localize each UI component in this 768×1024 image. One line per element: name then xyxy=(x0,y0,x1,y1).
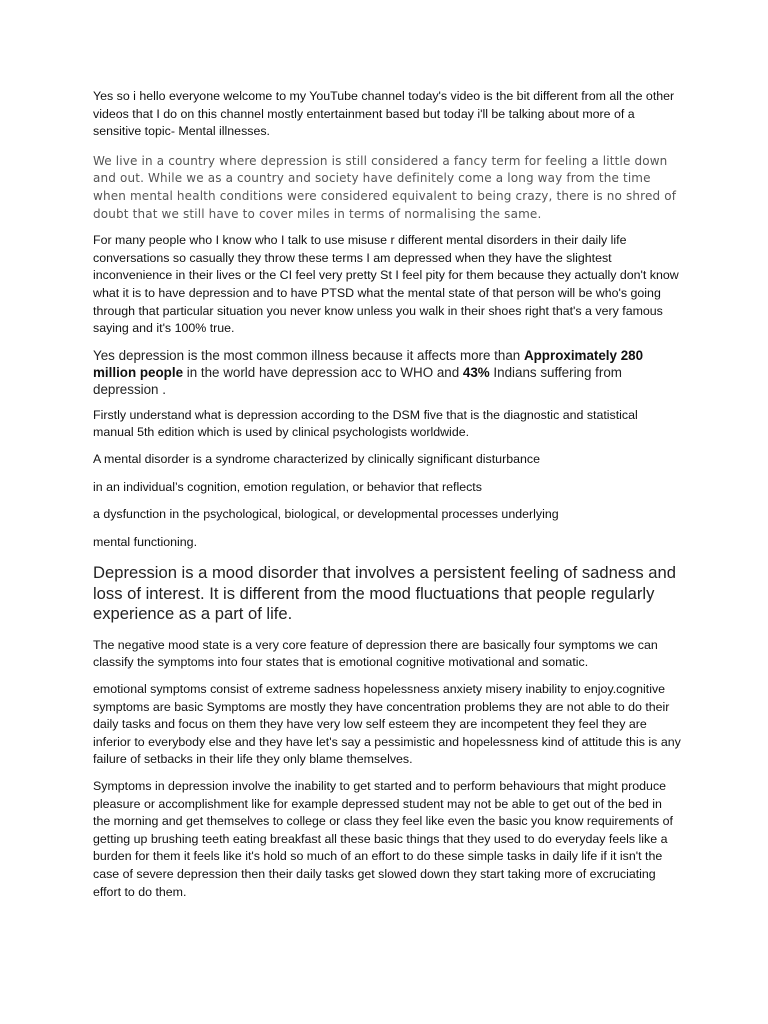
mood-state-paragraph: The negative mood state is a very core feature of depression there are basically four symptoms we can classify the symptoms into four states that is emotional cognitive motivational and somatic. xyxy=(93,637,658,670)
context-paragraph: We live in a country where depression is still considered a fancy term for feeling a little down and out. While we as a country and society have definitely come a long way from the time when mental health conditions were considered equivalent to being crazy, there is no shred of doubt that we still have to cover miles in terms of normalising the same. xyxy=(93,153,677,221)
statistics-paragraph xyxy=(93,347,681,398)
stats-text-1: Yes depression is the most common illness because it affects more than xyxy=(93,347,524,363)
stats-bold-1: Approximately 280 million people xyxy=(93,347,644,380)
depression-definition-heading: Depression is a mood disorder that involves a persistent feeling of sadness and loss of interest. It is different from the mood fluctuations that people regularly experience as a part of life. xyxy=(93,563,676,624)
intro-paragraph: Yes so i hello everyone welcome to my YouTube channel today's video is the bit different from all the other videos that I do on this channel mostly entertainment based but today i'll be talking about more of a sensitive topic- Mental illnesses. xyxy=(93,89,675,139)
stats-text-3: Indians suffering from depression . xyxy=(93,364,622,397)
document-page xyxy=(93,88,681,910)
motivational-symptoms-paragraph: Symptoms in depression involve the inability to get started and to perform behaviours that might produce pleasure or accomplishment like for example depressed student may not be able to get out of the bed in the morning and get themselves to college or class they feel like even the basic you know requirements of getting up brushing teeth eating breakfast all these basic things that they used to do everyday feels like a burden for them it feels like it's hold so much of an effort to do these simple tasks in daily life if it isn't the case of severe depression then their daily tasks get slowed down they start taking more of excruciating effort to do them. xyxy=(93,778,673,899)
dsm-paragraph: Firstly understand what is depression according to the DSM five that is the diagnostic and statistical manual 5th edition which is used by clinical psychologists worldwide. xyxy=(93,407,638,440)
definition-line-2: in an individual’s cognition, emotion regulation, or behavior that reflects xyxy=(93,479,482,494)
stats-bold-2: 43% xyxy=(462,364,490,380)
definition-line-1: A mental disorder is a syndrome characterized by clinically significant disturbance xyxy=(93,451,540,466)
definition-line-4: mental functioning. xyxy=(93,534,198,549)
emotional-symptoms-paragraph: emotional symptoms consist of extreme sadness hopelessness anxiety misery inability to enjoy.cognitive symptoms are basic Symptoms are mostly they have concentration problems they are not able to do their daily tasks and focus on them they have very low self esteem they are incompetent they feel they are inferior to everybody else and they have let's say a pessimistic and hopelessness kind of attitude this is any failure of setbacks in their life they only blame themselves. xyxy=(93,681,681,767)
stats-text-2: in the world have depression acc to WHO and xyxy=(183,364,463,380)
definition-line-3: a dysfunction in the psychological, biological, or developmental processes underlying xyxy=(93,507,559,522)
misuse-paragraph: For many people who I know who I talk to use misuse r different mental disorders in their daily life conversations so casually they throw these terms I am depressed when they have the slightest inconvenience in their lives or the CI feel very pretty St I feel pity for them because they actually don't know what it is to have depression and to have PTSD what the mental state of that person will be who's going through that particular situation you never know unless you walk in their shoes right that's a very famous saying and it's 100% true. xyxy=(93,233,679,336)
